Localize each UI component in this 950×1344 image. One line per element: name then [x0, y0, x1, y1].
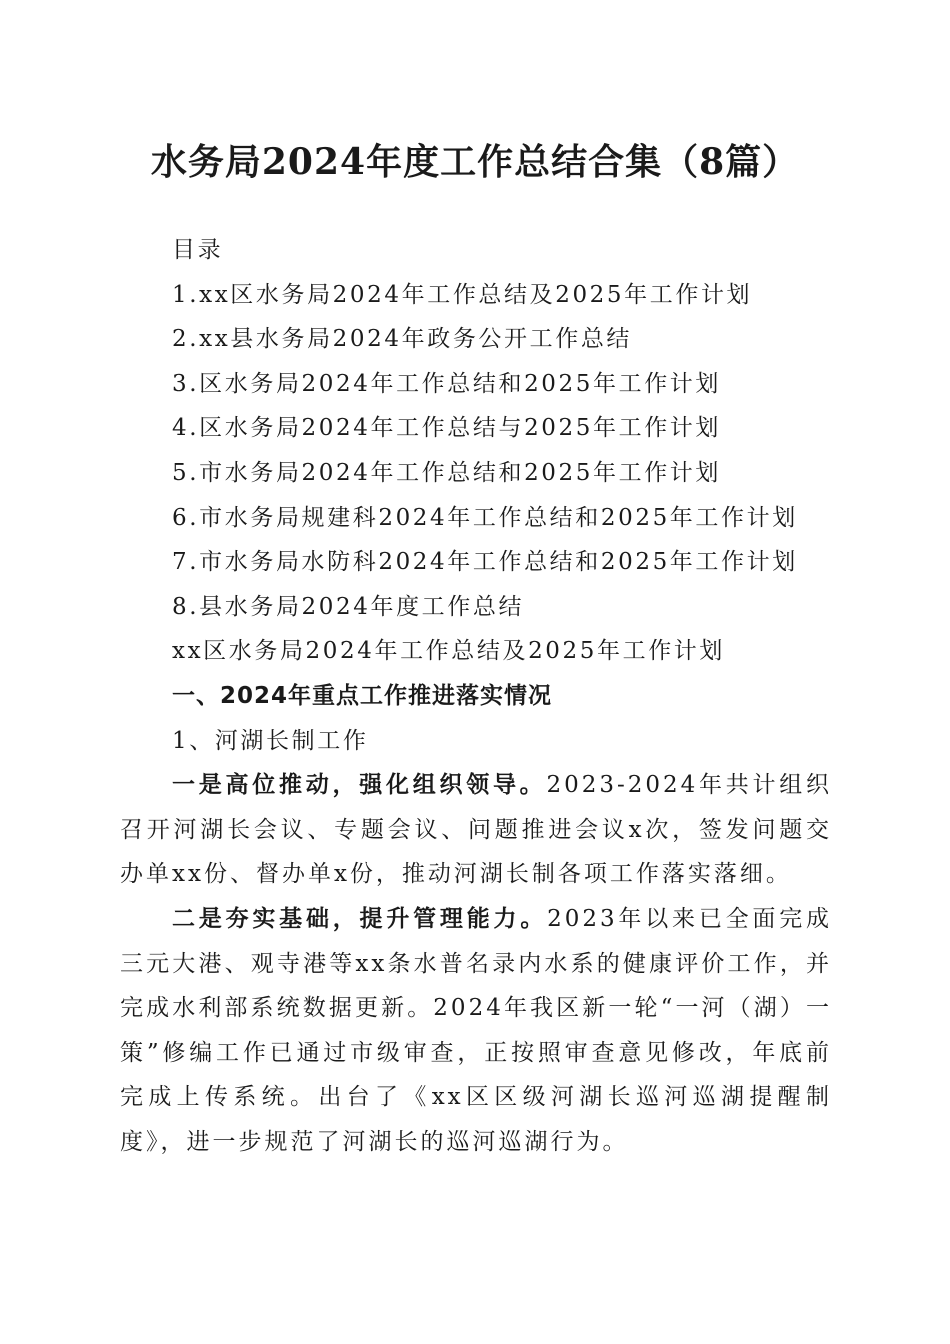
section-heading: 一、2024年重点工作推进落实情况: [172, 682, 553, 709]
document-title: 水务局2024年度工作总结合集（8篇）: [150, 141, 800, 183]
subsection-heading: 1、河湖长制工作: [172, 727, 369, 754]
toc-item-4: 4.区水务局2024年工作总结与2025年工作计划: [172, 415, 722, 442]
toc-item-2: 2.xx县水务局2024年政务公开工作总结: [172, 326, 633, 353]
article-title: xx区水务局2024年工作总结及2025年工作计划: [172, 638, 726, 665]
paragraph-2: [120, 897, 832, 1165]
paragraph-1-lead: 一是高位推动，强化组织领导。: [172, 771, 547, 799]
toc-item-5: 5.市水务局2024年工作总结和2025年工作计划: [172, 459, 722, 486]
toc-heading: 目录: [172, 237, 224, 263]
paragraph-1-body: 2023-2024年共计组织召开河湖长会议、专题会议、问题推进会议x次，签发问题交办单xx份、督办单x份，推动河湖长制各项工作落实落细。: [120, 772, 833, 888]
toc-item-6: 6.市水务局规建科2024年工作总结和2025年工作计划: [172, 504, 798, 531]
paragraph-2-body: 2023年以来已全面完成三元大港、观寺港等xx条水普名录内水系的健康评价工作，并完成水利部系统数据更新。2024年我区新一轮“一河（湖）一策”修编工作已通过市级审查，正按照审查意见修改，年底前完成上传系统。出台了《xx区区级河湖长巡河巡湖提醒制度》，进一步规范了河湖长的巡河巡湖行为。: [120, 905, 832, 1155]
paragraph-1: [120, 763, 832, 897]
toc-item-8: 8.县水务局2024年度工作总结: [172, 593, 525, 620]
paragraph-2-lead: 二是夯实基础，提升管理能力。: [172, 904, 548, 932]
toc-item-1: 1.xx区水务局2024年工作总结及2025年工作计划: [172, 281, 753, 308]
document-body: [120, 228, 832, 1164]
toc-item-3: 3.区水务局2024年工作总结和2025年工作计划: [172, 370, 722, 397]
toc-item-7: 7.市水务局水防科2024年工作总结和2025年工作计划: [172, 549, 798, 576]
